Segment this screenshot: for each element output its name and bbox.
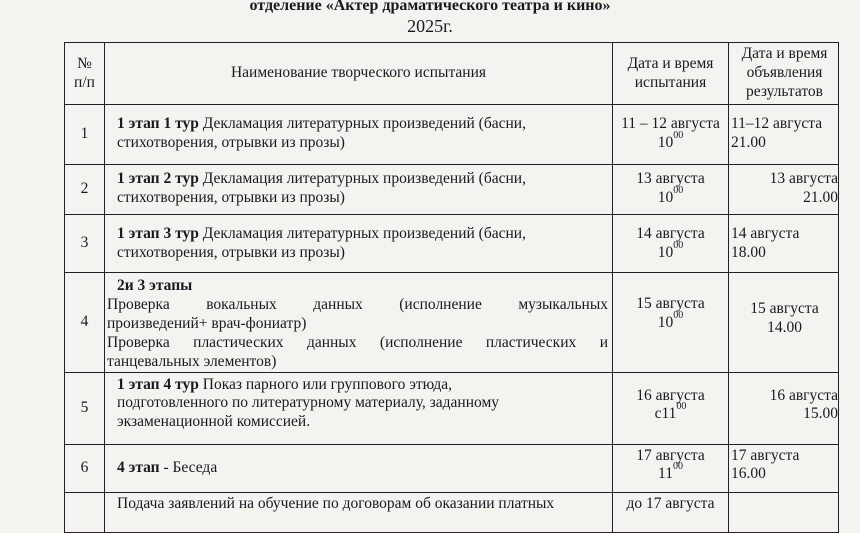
- row-date-text: 11 – 12 августа: [621, 115, 720, 132]
- table-row: [65, 165, 839, 215]
- header-result: Дата и время объявления результатов: [729, 43, 839, 105]
- row-date: [613, 165, 729, 215]
- table-row: [65, 273, 839, 373]
- row-desc: Подача заявлений на обучение по договорам об оказании платных: [117, 494, 555, 512]
- row-stage: 1 этап 1 тур: [117, 115, 199, 132]
- row-time-sup: 00: [673, 239, 684, 251]
- row-time-sup: 00: [676, 401, 687, 413]
- row-num: 5: [65, 372, 105, 444]
- row-desc: Декламация литературных произведений (басни,: [198, 115, 526, 132]
- row-time: с11: [654, 405, 677, 423]
- row-res-date: 17 августа: [731, 446, 800, 464]
- row-result: [729, 105, 839, 165]
- row-res-date: 16 августа: [769, 386, 838, 404]
- row-res-time: 15.00: [803, 405, 838, 423]
- row-result: [729, 215, 839, 273]
- header-name: Наименование творческого испытания: [105, 43, 613, 105]
- row-name: [105, 273, 613, 373]
- row-desc: стихотворения, отрывки из прозы): [117, 133, 345, 151]
- header-date: Дата и время испытания: [613, 43, 729, 105]
- row-time: 10: [657, 313, 674, 331]
- row-desc: - Беседа: [159, 458, 218, 476]
- row-desc: Проверка вокальных данных (исполнение музыкальных: [107, 295, 608, 313]
- row-date: [613, 372, 729, 444]
- row-result: [729, 492, 839, 532]
- row-res-date: 14 августа: [731, 225, 800, 242]
- row-time-sup: 00: [672, 461, 683, 473]
- table-row: [65, 492, 839, 532]
- row-num: 2: [65, 165, 105, 215]
- row-desc: Показ парного или группового этюда,: [198, 375, 453, 393]
- row-date: [613, 444, 729, 492]
- row-date-text: 17 августа: [636, 446, 705, 464]
- row-name: [105, 105, 613, 165]
- row-stage: 1 этап 3 тур: [117, 225, 199, 242]
- row-res-date: 13 августа: [769, 170, 838, 187]
- document-title: отделение «Актер драматического театра и кино»: [249, 0, 611, 14]
- row-res-time: 14.00: [767, 318, 802, 336]
- row-num: 3: [65, 215, 105, 273]
- row-name: [105, 492, 613, 532]
- row-time-sup: 00: [673, 184, 684, 196]
- row-result: [729, 165, 839, 215]
- document-year: 2025г.: [407, 16, 453, 36]
- row-num: [65, 492, 105, 532]
- row-stage: 1 этап 2 тур: [117, 170, 199, 187]
- row-time-sup: 00: [673, 309, 684, 321]
- row-date: [613, 105, 729, 165]
- row-date-text: 15 августа: [636, 295, 705, 312]
- row-stage: 2и 3 этапы: [117, 277, 193, 294]
- row-date-text: 16 августа: [636, 386, 705, 404]
- row-time: 10: [657, 188, 674, 206]
- row-res-time: 21.00: [803, 188, 838, 206]
- row-desc: произведений+ врач-фониатр): [107, 314, 307, 332]
- row-result: [729, 273, 839, 373]
- row-desc: Проверка пластических данных (исполнение пластических и: [107, 333, 608, 351]
- row-desc: стихотворения, отрывки из прозы): [117, 243, 345, 261]
- row-res-time: 18.00: [731, 243, 766, 261]
- row-name: [105, 444, 613, 492]
- row-num: 1: [65, 105, 105, 165]
- row-time-sup: 00: [673, 129, 684, 141]
- row-date-text: 14 августа: [636, 225, 705, 242]
- row-num: 6: [65, 444, 105, 492]
- schedule-table: [64, 42, 839, 533]
- row-time: 10: [657, 133, 674, 151]
- row-desc: Декламация литературных произведений (басни,: [198, 225, 526, 242]
- row-name: [105, 215, 613, 273]
- row-stage: 1 этап 4 тур: [117, 375, 199, 393]
- row-desc: стихотворения, отрывки из прозы): [117, 188, 345, 206]
- row-name: [105, 372, 613, 444]
- row-res-date: 15 августа: [750, 300, 819, 317]
- row-num: 4: [65, 273, 105, 373]
- row-time: 10: [657, 243, 674, 261]
- row-date: [613, 492, 729, 532]
- table-row: [65, 372, 839, 444]
- row-stage: 4 этап: [117, 458, 160, 476]
- header-num: № п/п: [65, 43, 105, 105]
- table-row: [65, 105, 839, 165]
- row-res-date: 11–12 августа: [731, 115, 823, 132]
- row-desc: Декламация литературных произведений (басни,: [198, 170, 526, 187]
- table-row: [65, 215, 839, 273]
- row-date-text: до 17 августа: [626, 494, 715, 512]
- table-row: [65, 444, 839, 492]
- row-date: [613, 273, 729, 373]
- row-res-time: 21.00: [731, 133, 766, 151]
- row-desc: подготовленного по литературному материалу, заданному: [117, 394, 500, 412]
- row-res-time: 16.00: [731, 465, 766, 483]
- row-result: [729, 444, 839, 492]
- row-time: 11: [658, 465, 673, 483]
- row-desc: экзаменационной комиссией.: [117, 413, 311, 431]
- table-header-row: [65, 43, 839, 105]
- row-result: [729, 372, 839, 444]
- row-desc: танцевальных элементов): [107, 352, 277, 370]
- row-date: [613, 215, 729, 273]
- row-date-text: 13 августа: [636, 170, 705, 187]
- row-name: [105, 165, 613, 215]
